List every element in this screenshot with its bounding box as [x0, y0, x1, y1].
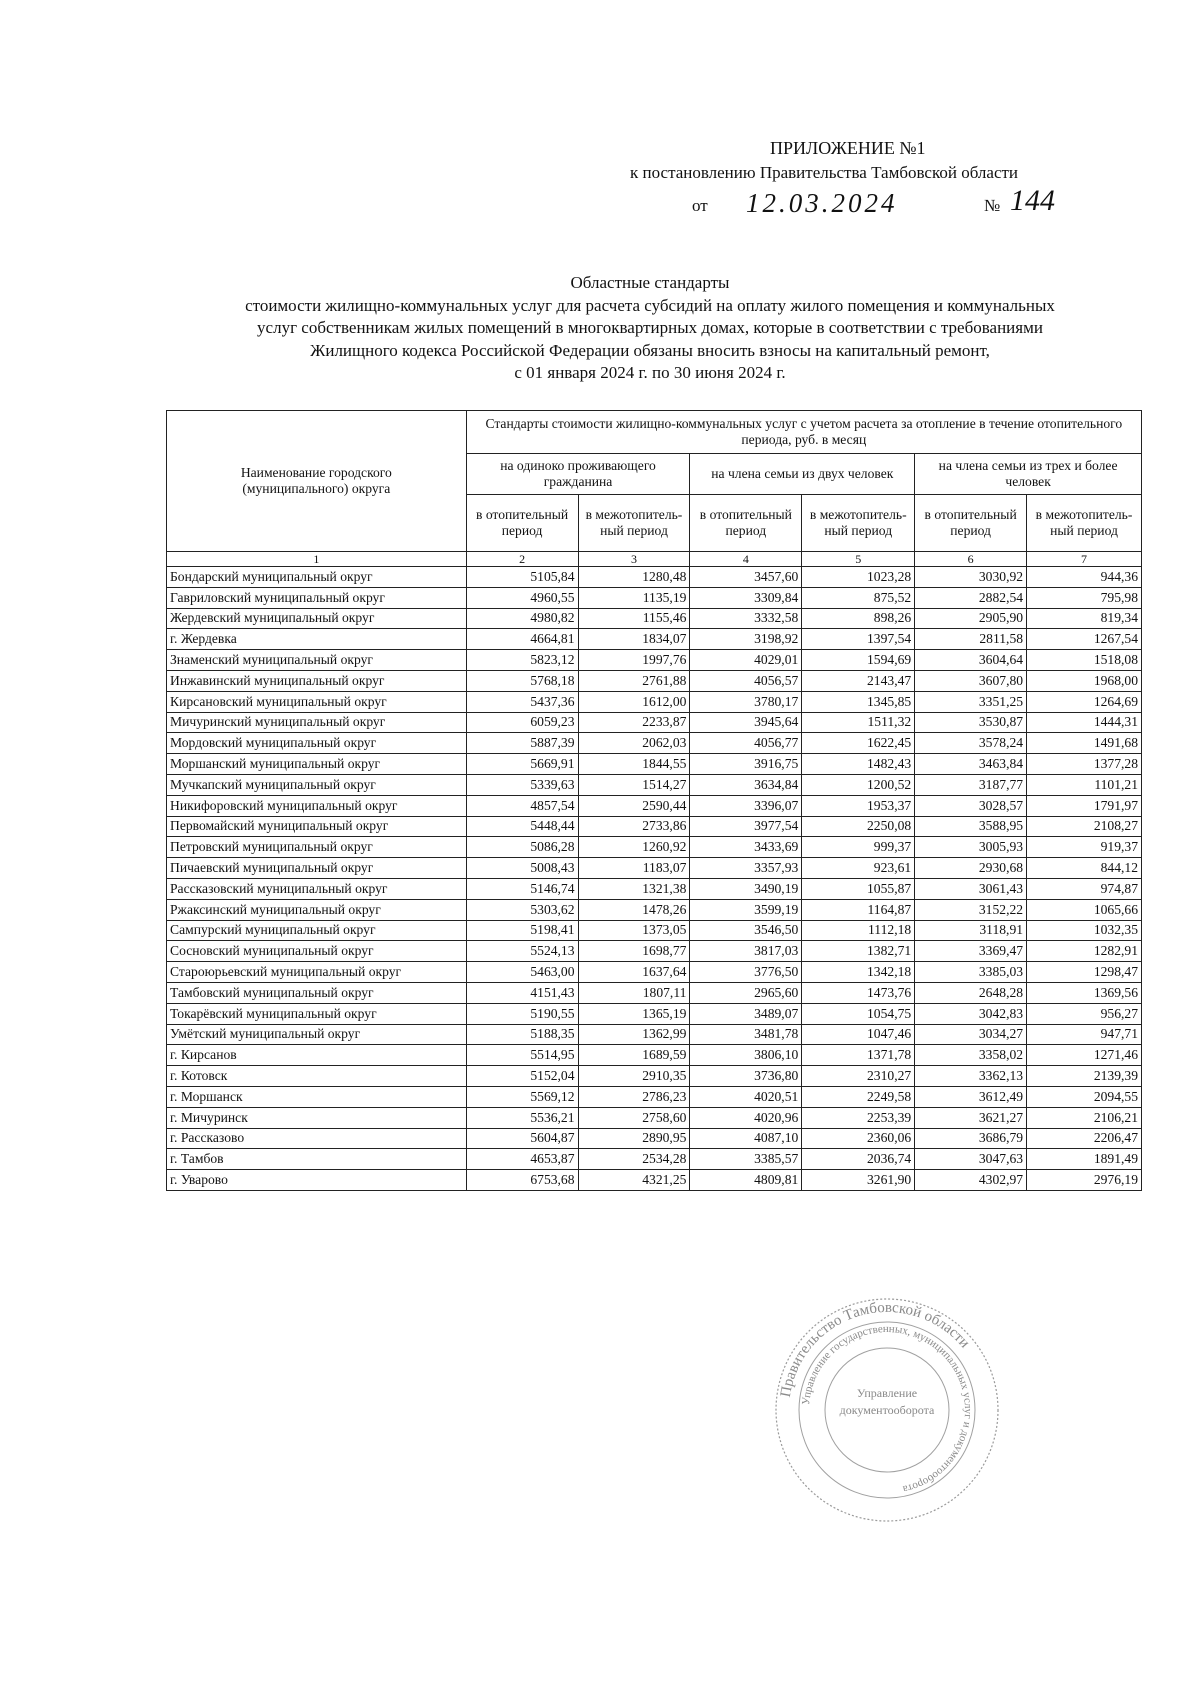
standard-value: 4056,77: [690, 733, 802, 754]
standard-value: 1511,32: [802, 712, 915, 733]
standard-value: 2930,68: [915, 858, 1027, 879]
non-heating-period-header: в межотопитель-ный период: [1027, 495, 1142, 552]
standard-value: 1397,54: [802, 629, 915, 650]
column-number: 4: [690, 552, 802, 567]
standard-value: 3686,79: [915, 1128, 1027, 1149]
column-number: 2: [466, 552, 578, 567]
standard-value: 2249,58: [802, 1086, 915, 1107]
standard-value: 2036,74: [802, 1149, 915, 1170]
standard-value: 947,71: [1027, 1024, 1142, 1045]
standard-value: 2786,23: [578, 1086, 690, 1107]
standard-value: 3578,24: [915, 733, 1027, 754]
municipality-name: Кирсановский муниципальный округ: [167, 691, 467, 712]
table-row: [167, 982, 1142, 1003]
number-label: №: [984, 196, 1001, 215]
standard-value: 2882,54: [915, 587, 1027, 608]
table-row: [167, 1128, 1142, 1149]
municipality-name: г. Жердевка: [167, 629, 467, 650]
standard-value: 2360,06: [802, 1128, 915, 1149]
standard-value: 3357,93: [690, 858, 802, 879]
standard-value: 2590,44: [578, 795, 690, 816]
standard-value: 5152,04: [466, 1066, 578, 1087]
standard-value: 999,37: [802, 837, 915, 858]
standard-value: 5524,13: [466, 941, 578, 962]
standard-value: 5190,55: [466, 1003, 578, 1024]
standard-value: 1271,46: [1027, 1045, 1142, 1066]
handwritten-date: 12.03.2024: [746, 188, 898, 218]
standard-value: 1637,64: [578, 962, 690, 983]
standard-value: 6753,68: [466, 1170, 578, 1191]
official-seal: [772, 1295, 1002, 1525]
municipality-name: Мучкапский муниципальный округ: [167, 774, 467, 795]
standard-value: 5536,21: [466, 1107, 578, 1128]
standard-value: 1054,75: [802, 1003, 915, 1024]
standard-value: 3588,95: [915, 816, 1027, 837]
standard-value: 1365,19: [578, 1003, 690, 1024]
table-row: [167, 899, 1142, 920]
standard-value: 1362,99: [578, 1024, 690, 1045]
standard-value: 5463,00: [466, 962, 578, 983]
standard-value: 2310,27: [802, 1066, 915, 1087]
standard-value: 3034,27: [915, 1024, 1027, 1045]
heating-period-header: в отопительный период: [915, 495, 1027, 552]
standard-value: 898,26: [802, 608, 915, 629]
table-row: [167, 941, 1142, 962]
standard-value: 5448,44: [466, 816, 578, 837]
standard-value: 1377,28: [1027, 754, 1142, 775]
standard-value: 2965,60: [690, 982, 802, 1003]
standard-value: 3351,25: [915, 691, 1027, 712]
table-row: [167, 629, 1142, 650]
title-line: с 01 января 2024 г. по 30 июня 2024 г.: [514, 363, 786, 382]
table-row: [167, 587, 1142, 608]
municipality-name: г. Рассказово: [167, 1128, 467, 1149]
standard-value: 2253,39: [802, 1107, 915, 1128]
standard-value: 1345,85: [802, 691, 915, 712]
municipality-name: г. Моршанск: [167, 1086, 467, 1107]
table-body: [167, 567, 1142, 1191]
standard-value: 3621,27: [915, 1107, 1027, 1128]
standard-value: 2143,47: [802, 670, 915, 691]
standard-value: 974,87: [1027, 878, 1142, 899]
standard-value: 1112,18: [802, 920, 915, 941]
standard-value: 4020,51: [690, 1086, 802, 1107]
municipality-name: Моршанский муниципальный округ: [167, 754, 467, 775]
table-row: [167, 567, 1142, 588]
standard-value: 1280,48: [578, 567, 690, 588]
standard-value: 5768,18: [466, 670, 578, 691]
standard-value: 923,61: [802, 858, 915, 879]
table-row: [167, 712, 1142, 733]
standard-value: 3457,60: [690, 567, 802, 588]
municipality-name: Жердевский муниципальный округ: [167, 608, 467, 629]
standard-value: 4857,54: [466, 795, 578, 816]
municipality-name: Сосновский муниципальный округ: [167, 941, 467, 962]
standard-value: 1698,77: [578, 941, 690, 962]
standard-value: 1135,19: [578, 587, 690, 608]
standards-table: [166, 410, 1142, 1191]
standard-value: 3385,03: [915, 962, 1027, 983]
title-line: Жилищного кодекса Российской Федерации обязаны вносить взносы на капитальный ремонт,: [310, 340, 990, 360]
standard-value: 1791,97: [1027, 795, 1142, 816]
standard-value: 3945,64: [690, 712, 802, 733]
standard-value: 1155,46: [578, 608, 690, 629]
column-number: 5: [802, 552, 915, 567]
standard-value: 1032,35: [1027, 920, 1142, 941]
standard-value: 1164,87: [802, 899, 915, 920]
standard-value: 1807,11: [578, 982, 690, 1003]
standard-value: 4653,87: [466, 1149, 578, 1170]
standard-value: 875,52: [802, 587, 915, 608]
standard-value: 2905,90: [915, 608, 1027, 629]
standard-value: 3047,63: [915, 1149, 1027, 1170]
standard-value: 956,27: [1027, 1003, 1142, 1024]
title-line: стоимости жилищно-коммунальных услуг для расчета субсидий на оплату жилого помещения и коммунальных: [245, 295, 1055, 315]
table-row: [167, 1024, 1142, 1045]
seal-middle-text: Управление государственных, муниципальных услуг и документооборота: [800, 1322, 975, 1496]
municipality-name: Мичуринский муниципальный округ: [167, 712, 467, 733]
standard-value: 5437,36: [466, 691, 578, 712]
standard-value: 4980,82: [466, 608, 578, 629]
standard-value: 1371,78: [802, 1045, 915, 1066]
standard-value: 1373,05: [578, 920, 690, 941]
standard-value: 3358,02: [915, 1045, 1027, 1066]
table-row: [167, 733, 1142, 754]
table-row: [167, 670, 1142, 691]
standard-value: 1298,47: [1027, 962, 1142, 983]
standard-value: 2250,08: [802, 816, 915, 837]
standard-value: 2733,86: [578, 816, 690, 837]
standard-value: 3261,90: [802, 1170, 915, 1191]
column-number: 6: [915, 552, 1027, 567]
municipality-name: Токарёвский муниципальный округ: [167, 1003, 467, 1024]
standard-value: 3369,47: [915, 941, 1027, 962]
table-row: [167, 878, 1142, 899]
standard-value: 1689,59: [578, 1045, 690, 1066]
standard-value: 1264,69: [1027, 691, 1142, 712]
standard-value: 3061,43: [915, 878, 1027, 899]
standard-value: 3481,78: [690, 1024, 802, 1045]
table-row: [167, 858, 1142, 879]
standard-value: 1594,69: [802, 650, 915, 671]
standard-value: 1834,07: [578, 629, 690, 650]
table-row: [167, 1086, 1142, 1107]
standard-value: 3604,64: [915, 650, 1027, 671]
table-row: [167, 608, 1142, 629]
standard-value: 4020,96: [690, 1107, 802, 1128]
standard-value: 1321,38: [578, 878, 690, 899]
municipality-name: Бондарский муниципальный округ: [167, 567, 467, 588]
municipality-name: г. Мичуринск: [167, 1107, 467, 1128]
standard-value: 2976,19: [1027, 1170, 1142, 1191]
standard-value: 4056,57: [690, 670, 802, 691]
seal-inner-text: [837, 1385, 937, 1419]
standard-value: 4321,25: [578, 1170, 690, 1191]
standard-value: 3030,92: [915, 567, 1027, 588]
municipality-name: Ржаксинский муниципальный округ: [167, 899, 467, 920]
standard-value: 944,36: [1027, 567, 1142, 588]
title-line: Областные стандарты: [570, 273, 730, 292]
standard-value: 1622,45: [802, 733, 915, 754]
standard-value: 1101,21: [1027, 774, 1142, 795]
municipality-name: г. Котовск: [167, 1066, 467, 1087]
decree-date-line: [692, 184, 1092, 222]
standard-value: 3396,07: [690, 795, 802, 816]
standard-value: 1518,08: [1027, 650, 1142, 671]
standard-value: 5086,28: [466, 837, 578, 858]
standard-value: 1382,71: [802, 941, 915, 962]
standard-value: 2233,87: [578, 712, 690, 733]
table-row: [167, 1170, 1142, 1191]
heating-period-header: в отопительный период: [690, 495, 802, 552]
standard-value: 819,34: [1027, 608, 1142, 629]
standard-value: 2106,21: [1027, 1107, 1142, 1128]
standard-value: 4809,81: [690, 1170, 802, 1191]
heating-period-header: в отопительный период: [466, 495, 578, 552]
standard-value: 3736,80: [690, 1066, 802, 1087]
standard-value: 1473,76: [802, 982, 915, 1003]
municipality-name: Рассказовский муниципальный округ: [167, 878, 467, 899]
appendix-title: ПРИЛОЖЕНИЕ №1: [770, 138, 926, 158]
standard-value: 5514,95: [466, 1045, 578, 1066]
standard-value: 1183,07: [578, 858, 690, 879]
standard-value: 2139,39: [1027, 1066, 1142, 1087]
standard-value: 1891,49: [1027, 1149, 1142, 1170]
standard-value: 5823,12: [466, 650, 578, 671]
from-label: от: [692, 196, 708, 215]
standard-value: 3385,57: [690, 1149, 802, 1170]
title-line: услуг собственникам жилых помещений в многоквартирных домах, которые в соответствии с требованиями: [257, 318, 1043, 337]
standard-value: 3776,50: [690, 962, 802, 983]
standard-value: 1482,43: [802, 754, 915, 775]
standard-value: 5198,41: [466, 920, 578, 941]
table-row: [167, 1107, 1142, 1128]
standard-value: 1478,26: [578, 899, 690, 920]
standard-value: 4087,10: [690, 1128, 802, 1149]
standard-value: 3005,93: [915, 837, 1027, 858]
table-row: [167, 1149, 1142, 1170]
handwritten-number: 144: [1010, 184, 1055, 217]
municipality-name: Никифоровский муниципальный округ: [167, 795, 467, 816]
table-row: [167, 774, 1142, 795]
table-row: [167, 754, 1142, 775]
standard-value: 3152,22: [915, 899, 1027, 920]
standard-value: 3634,84: [690, 774, 802, 795]
standard-value: 2811,58: [915, 629, 1027, 650]
municipality-name: Староюрьевский муниципальный округ: [167, 962, 467, 983]
standard-value: 2890,95: [578, 1128, 690, 1149]
standard-value: 4302,97: [915, 1170, 1027, 1191]
seal-inner-line: документооборота: [839, 1403, 935, 1417]
standard-value: 3489,07: [690, 1003, 802, 1024]
table-row: [167, 1045, 1142, 1066]
standard-value: 1369,56: [1027, 982, 1142, 1003]
municipality-name: Умётский муниципальный округ: [167, 1024, 467, 1045]
standard-value: 3028,57: [915, 795, 1027, 816]
standard-value: 1612,00: [578, 691, 690, 712]
municipality-name: Мордовский муниципальный округ: [167, 733, 467, 754]
standard-value: 3309,84: [690, 587, 802, 608]
standard-value: 3780,17: [690, 691, 802, 712]
table-row: [167, 837, 1142, 858]
standard-value: 1023,28: [802, 567, 915, 588]
standard-value: 1997,76: [578, 650, 690, 671]
standard-value: 3612,49: [915, 1086, 1027, 1107]
standard-value: 1844,55: [578, 754, 690, 775]
standard-value: 2206,47: [1027, 1128, 1142, 1149]
non-heating-period-header: в межотопитель-ный период: [578, 495, 690, 552]
municipality-name: Пичаевский муниципальный округ: [167, 858, 467, 879]
standard-value: 795,98: [1027, 587, 1142, 608]
municipality-name: Знаменский муниципальный округ: [167, 650, 467, 671]
table-row: [167, 691, 1142, 712]
seal-inner-line: Управление: [856, 1386, 918, 1400]
standard-value: 3977,54: [690, 816, 802, 837]
standard-value: 2758,60: [578, 1107, 690, 1128]
column-number: 7: [1027, 552, 1142, 567]
standard-value: 5188,35: [466, 1024, 578, 1045]
seal-outer-text: Правительство Тамбовской области: [777, 1299, 973, 1399]
municipality-column-header: Наименование городского (муниципального) округа: [167, 411, 467, 552]
standard-value: 4664,81: [466, 629, 578, 650]
standard-value: 3198,92: [690, 629, 802, 650]
standard-value: 5105,84: [466, 567, 578, 588]
standard-value: 2910,35: [578, 1066, 690, 1087]
municipality-name: г. Тамбов: [167, 1149, 467, 1170]
standard-value: 1200,52: [802, 774, 915, 795]
table-row: [167, 1066, 1142, 1087]
standard-value: 1260,92: [578, 837, 690, 858]
decree-reference: к постановлению Правительства Тамбовской области: [630, 163, 1019, 182]
standard-value: 3607,80: [915, 670, 1027, 691]
standard-value: 5569,12: [466, 1086, 578, 1107]
municipality-name: Гавриловский муниципальный округ: [167, 587, 467, 608]
municipality-name: Первомайский муниципальный округ: [167, 816, 467, 837]
standard-value: 2534,28: [578, 1149, 690, 1170]
document-title: [160, 272, 1140, 385]
standard-value: 2094,55: [1027, 1086, 1142, 1107]
standard-value: 3546,50: [690, 920, 802, 941]
municipality-name: Инжавинский муниципальный округ: [167, 670, 467, 691]
standard-value: 5887,39: [466, 733, 578, 754]
standard-value: 3817,03: [690, 941, 802, 962]
standard-value: 3042,83: [915, 1003, 1027, 1024]
municipality-name: г. Уварово: [167, 1170, 467, 1191]
table-row: [167, 920, 1142, 941]
single-resident-header: на одиноко проживающего гражданина: [466, 454, 690, 495]
standard-value: 5008,43: [466, 858, 578, 879]
standard-value: 5303,62: [466, 899, 578, 920]
standard-value: 3530,87: [915, 712, 1027, 733]
column-number: 3: [578, 552, 690, 567]
standard-value: 844,12: [1027, 858, 1142, 879]
standard-value: 1282,91: [1027, 941, 1142, 962]
non-heating-period-header: в межотопитель-ный период: [802, 495, 915, 552]
municipality-name: Петровский муниципальный округ: [167, 837, 467, 858]
standard-value: 1444,31: [1027, 712, 1142, 733]
standard-value: 3916,75: [690, 754, 802, 775]
standard-value: 3433,69: [690, 837, 802, 858]
standard-value: 2648,28: [915, 982, 1027, 1003]
standard-value: 3332,58: [690, 608, 802, 629]
column-number: 1: [167, 552, 467, 567]
standard-value: 5339,63: [466, 774, 578, 795]
standard-value: 1491,68: [1027, 733, 1142, 754]
standard-value: 3599,19: [690, 899, 802, 920]
municipality-name: Тамбовский муниципальный округ: [167, 982, 467, 1003]
standard-value: 6059,23: [466, 712, 578, 733]
standard-value: 5146,74: [466, 878, 578, 899]
standard-value: 1055,87: [802, 878, 915, 899]
standard-value: 1953,37: [802, 795, 915, 816]
standard-value: 1968,00: [1027, 670, 1142, 691]
table-row: [167, 962, 1142, 983]
standard-value: 2108,27: [1027, 816, 1142, 837]
standard-value: 919,37: [1027, 837, 1142, 858]
standard-value: 2062,03: [578, 733, 690, 754]
table-row: [167, 1003, 1142, 1024]
standard-value: 3806,10: [690, 1045, 802, 1066]
standard-value: 4029,01: [690, 650, 802, 671]
standard-value: 2761,88: [578, 670, 690, 691]
standard-value: 5669,91: [466, 754, 578, 775]
standard-value: 3490,19: [690, 878, 802, 899]
table-row: [167, 650, 1142, 671]
standards-group-header: Стандарты стоимости жилищно-коммунальных услуг с учетом расчета за отопление в течение отопительного периода, руб. в месяц: [466, 411, 1141, 454]
municipality-name: г. Кирсанов: [167, 1045, 467, 1066]
standard-value: 4151,43: [466, 982, 578, 1003]
standard-value: 1267,54: [1027, 629, 1142, 650]
municipality-name: Сампурский муниципальный округ: [167, 920, 467, 941]
standard-value: 1514,27: [578, 774, 690, 795]
table-row: [167, 816, 1142, 837]
table-row: [167, 795, 1142, 816]
standard-value: 1342,18: [802, 962, 915, 983]
two-person-family-header: на члена семьи из двух человек: [690, 454, 915, 495]
standard-value: 3362,13: [915, 1066, 1027, 1087]
standard-value: 3118,91: [915, 920, 1027, 941]
standard-value: 3463,84: [915, 754, 1027, 775]
standard-value: 1047,46: [802, 1024, 915, 1045]
standard-value: 3187,77: [915, 774, 1027, 795]
standard-value: 4960,55: [466, 587, 578, 608]
standard-value: 1065,66: [1027, 899, 1142, 920]
standard-value: 5604,87: [466, 1128, 578, 1149]
three-plus-family-header: на члена семьи из трех и более человек: [915, 454, 1142, 495]
